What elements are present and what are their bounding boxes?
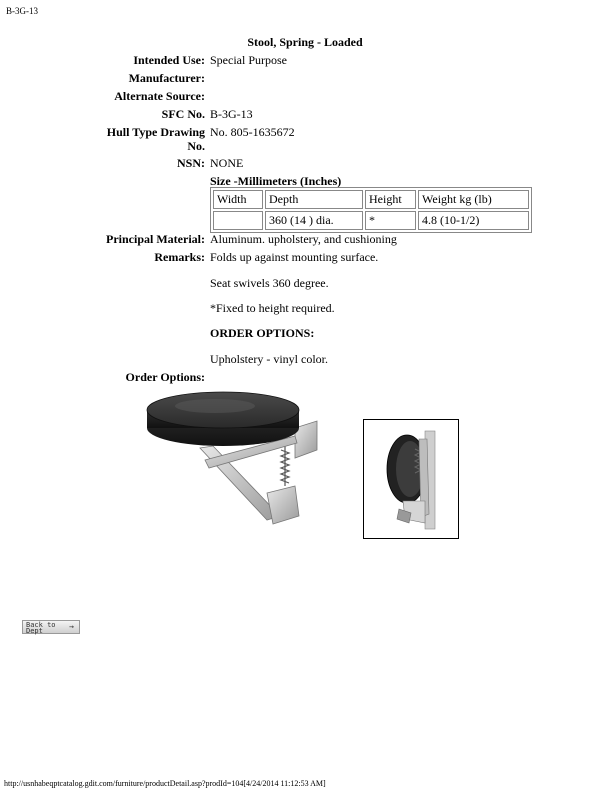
size-value-height: * (365, 211, 416, 230)
back-to-dept-button[interactable] (22, 620, 80, 634)
hull-drawing-label-line2: No. (187, 139, 205, 153)
remarks-line-3: *Fixed to height required. (210, 301, 335, 315)
size-header-row (213, 190, 529, 209)
nsn-value: NONE (210, 156, 244, 170)
page-title: Stool, Spring - Loaded (247, 35, 363, 49)
folded-stool-image (363, 419, 459, 539)
order-options-label: Order Options: (125, 370, 205, 384)
remarks-label: Remarks: (154, 250, 205, 264)
principal-material-value: Aluminum. upholstery, and cushioning (210, 232, 397, 246)
hull-drawing-label (107, 125, 205, 153)
size-title: Size -Millimeters (Inches) (210, 174, 342, 188)
size-value-row (213, 211, 529, 230)
size-table (210, 187, 532, 233)
hull-drawing-label-line1: Hull Type Drawing (106, 125, 205, 139)
size-value-width (213, 211, 263, 230)
remarks-line-5: Upholstery - vinyl color. (210, 352, 328, 366)
back-button-line1: Back to (26, 621, 56, 629)
remarks-line-2: Seat swivels 360 degree. (210, 276, 329, 290)
intended-use-value: Special Purpose (210, 53, 287, 67)
size-value-weight: 4.8 (10-1/2) (418, 211, 529, 230)
hull-drawing-value: No. 805-1635672 (210, 125, 295, 139)
size-header-height: Height (365, 190, 416, 209)
size-header-weight: Weight kg (lb) (418, 190, 529, 209)
size-header-width: Width (213, 190, 263, 209)
remarks-order-options-heading: ORDER OPTIONS: (210, 326, 315, 340)
sfc-label: SFC No. (161, 107, 205, 121)
manufacturer-label: Manufacturer: (128, 71, 205, 85)
principal-material-label: Principal Material: (106, 232, 205, 246)
back-button-line2: Dept (26, 627, 43, 635)
intended-use-label: Intended Use: (133, 53, 205, 67)
stool-product-image (145, 388, 325, 533)
size-value-depth: 360 (14 ) dia. (265, 211, 363, 230)
nsn-label: NSN: (176, 156, 205, 170)
alternate-source-label: Alternate Source: (114, 89, 205, 103)
arrow-right-icon: → (69, 622, 74, 631)
page-header: B-3G-13 (6, 6, 38, 16)
page-footer-url: http://usnhabeqptcatalog.gdit.com/furniture/productDetail.asp?prodId=104[4/24/2014 11:12:53 AM] (4, 779, 326, 788)
sfc-value: B-3G-13 (210, 107, 253, 121)
size-header-depth: Depth (265, 190, 363, 209)
remarks-line-1: Folds up against mounting surface. (210, 250, 379, 264)
